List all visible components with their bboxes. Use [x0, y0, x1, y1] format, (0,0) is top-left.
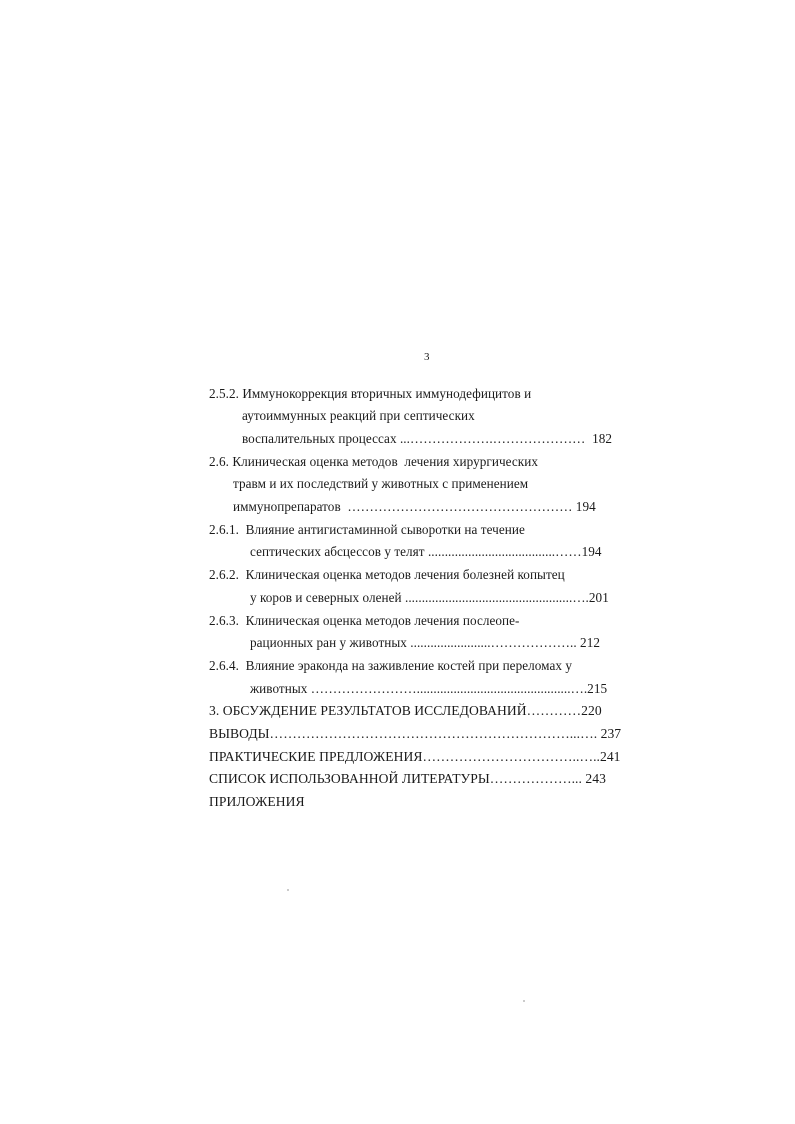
toc-entry-2-6-4: 2.6.4. Влияние эраконда на заживление костей при переломах у: [209, 658, 572, 673]
toc-entry-2-6-4-page: животных ……………………..............................................….215: [250, 681, 608, 696]
toc-entry-2-6-2-page: у коров и северных оленей ..................................................….201: [250, 590, 609, 605]
toc-entry-2-5-2-cont: аутоиммунных реакций при септических: [242, 408, 475, 423]
page-number: 3: [424, 351, 430, 363]
toc-entry-2-5-2-page: воспалительных процессах ...……………….………………… 182: [242, 431, 613, 446]
toc-entry-2-6-3-page: рационных ран у животных ........................……………….. 212: [250, 635, 600, 650]
toc-entry-references: СПИСОК ИСПОЛЬЗОВАННОЙ ЛИТЕРАТУРЫ………………... 243: [209, 771, 606, 786]
scan-speck: [287, 889, 289, 891]
toc-entry-2-6-1: 2.6.1. Влияние антигистаминной сыворотки на течение: [209, 522, 525, 537]
toc-entry-practical: ПРАКТИЧЕСКИЕ ПРЕДЛОЖЕНИЯ……………………………..…..241: [209, 749, 621, 764]
toc-entry-2-5-2: 2.5.2. Иммунокоррекция вторичных иммунодефицитов и: [209, 386, 532, 401]
toc-entry-2-6-cont: травм и их последствий у животных с применением: [233, 476, 529, 491]
toc-entry-conclusions: ВЫВОДЫ…………………………………………………………...…. 237: [209, 726, 622, 741]
toc-entry-3: 3. ОБСУЖДЕНИЕ РЕЗУЛЬТАТОВ ИССЛЕДОВАНИЙ…………220: [209, 703, 602, 718]
toc-entry-2-6-2: 2.6.2. Клиническая оценка методов лечения болезней копытец: [209, 567, 565, 582]
toc-entry-appendices: ПРИЛОЖЕНИЯ: [209, 794, 305, 809]
toc-entry-2-6: 2.6. Клиническая оценка методов лечения хирургических: [209, 454, 538, 469]
toc-entry-2-6-page: иммунопрепаратов …………………………………………… 194: [233, 499, 596, 514]
scan-speck: [523, 1000, 525, 1002]
toc-entry-2-6-3: 2.6.3. Клиническая оценка методов лечения послеопе-: [209, 613, 520, 628]
toc-entry-2-6-1-page: септических абсцессов у телят ......................................……194: [250, 544, 602, 559]
